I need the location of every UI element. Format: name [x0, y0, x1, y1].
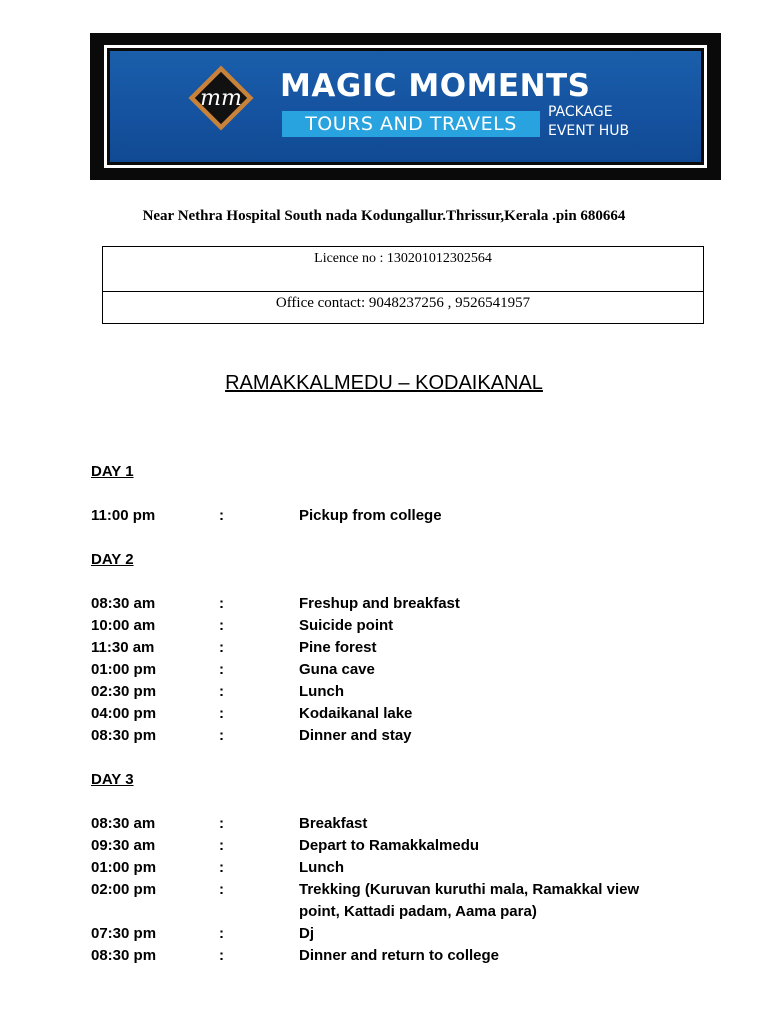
schedule-time: 01:00 pm	[91, 661, 157, 678]
schedule-separator: :	[219, 925, 224, 942]
day-heading: DAY 1	[91, 463, 134, 480]
schedule-time: 02:30 pm	[91, 683, 157, 700]
schedule-activity: Pickup from college	[299, 507, 442, 524]
schedule-row	[91, 615, 711, 637]
brand-subtitle: TOURS AND TRAVELS	[282, 111, 540, 137]
schedule-activity: Trekking (Kuruvan kuruthi mala, Ramakkal view point, Kattadi padam, Aama para)	[299, 881, 640, 920]
day-heading: DAY 2	[91, 551, 134, 568]
schedule-separator: :	[219, 617, 224, 634]
schedule-separator: :	[219, 815, 224, 832]
schedule-time: 07:30 pm	[91, 925, 157, 942]
schedule-separator: :	[219, 859, 224, 876]
brand-tagline-package: PACKAGE	[548, 104, 613, 120]
brand-tagline-event-hub: EVENT HUB	[548, 123, 630, 139]
company-banner	[90, 33, 721, 180]
itinerary-title: RAMAKKALMEDU – KODAIKANAL	[225, 372, 543, 394]
schedule-activity: Lunch	[299, 859, 344, 876]
schedule-time: 08:30 pm	[91, 947, 157, 964]
schedule-separator: :	[219, 705, 224, 722]
info-divider	[103, 291, 703, 292]
schedule-separator: :	[219, 881, 224, 898]
schedule-separator: :	[219, 507, 224, 524]
schedule-activity: Dinner and return to college	[299, 947, 500, 964]
schedule-activity: Dinner and stay	[299, 727, 412, 744]
schedule-separator: :	[219, 639, 224, 656]
schedule-row	[91, 813, 711, 835]
schedule-time: 01:00 pm	[91, 859, 157, 876]
schedule-time: 10:00 am	[91, 617, 156, 634]
schedule-activity: Dj	[299, 925, 314, 942]
day-heading: DAY 3	[91, 771, 134, 788]
schedule-time: 08:30 am	[91, 595, 156, 612]
schedule-time: 04:00 pm	[91, 705, 157, 722]
schedule-row	[91, 835, 711, 857]
schedule-separator: :	[219, 947, 224, 964]
schedule-separator: :	[219, 683, 224, 700]
schedule-activity: Depart to Ramakkalmedu	[299, 837, 480, 854]
licence-number: Licence no : 130201012302564	[314, 251, 492, 266]
schedule-row	[91, 505, 711, 527]
schedule-row	[91, 945, 711, 967]
licence-contact-box	[102, 246, 704, 324]
schedule-row	[91, 659, 711, 681]
company-logo	[183, 60, 259, 136]
logo-monogram: mm	[200, 86, 242, 111]
schedule-separator: :	[219, 595, 224, 612]
schedule-separator: :	[219, 661, 224, 678]
schedule-row	[91, 857, 711, 879]
brand-name: MAGIC MOMENTS	[280, 68, 591, 104]
schedule-time: 11:00 pm	[91, 507, 156, 524]
schedule-activity: Pine forest	[299, 639, 377, 656]
schedule-activity: Freshup and breakfast	[299, 595, 460, 612]
schedule-activity: Kodaikanal lake	[299, 705, 413, 722]
schedule-row	[91, 637, 711, 659]
schedule-activity: Lunch	[299, 683, 344, 700]
schedule-row	[91, 725, 711, 747]
schedule-separator: :	[219, 727, 224, 744]
schedule-row	[91, 923, 711, 945]
office-contact: Office contact: 9048237256 , 9526541957	[275, 295, 531, 311]
schedule-activity: Suicide point	[299, 617, 394, 634]
schedule-time: 08:30 am	[91, 815, 156, 832]
schedule-time: 11:30 am	[91, 639, 155, 656]
schedule-row	[91, 879, 711, 923]
company-address: Near Nethra Hospital South nada Kodungallur.Thrissur,Kerala .pin 680664	[142, 208, 626, 224]
schedule-row	[91, 703, 711, 725]
schedule-activity: Breakfast	[299, 815, 368, 832]
schedule-row	[91, 681, 711, 703]
schedule-time: 09:30 am	[91, 837, 156, 854]
itinerary-schedule	[91, 461, 711, 967]
schedule-time: 02:00 pm	[91, 881, 157, 898]
schedule-activity: Guna cave	[299, 661, 375, 678]
schedule-separator: :	[219, 837, 224, 854]
schedule-row	[91, 593, 711, 615]
schedule-time: 08:30 pm	[91, 727, 157, 744]
